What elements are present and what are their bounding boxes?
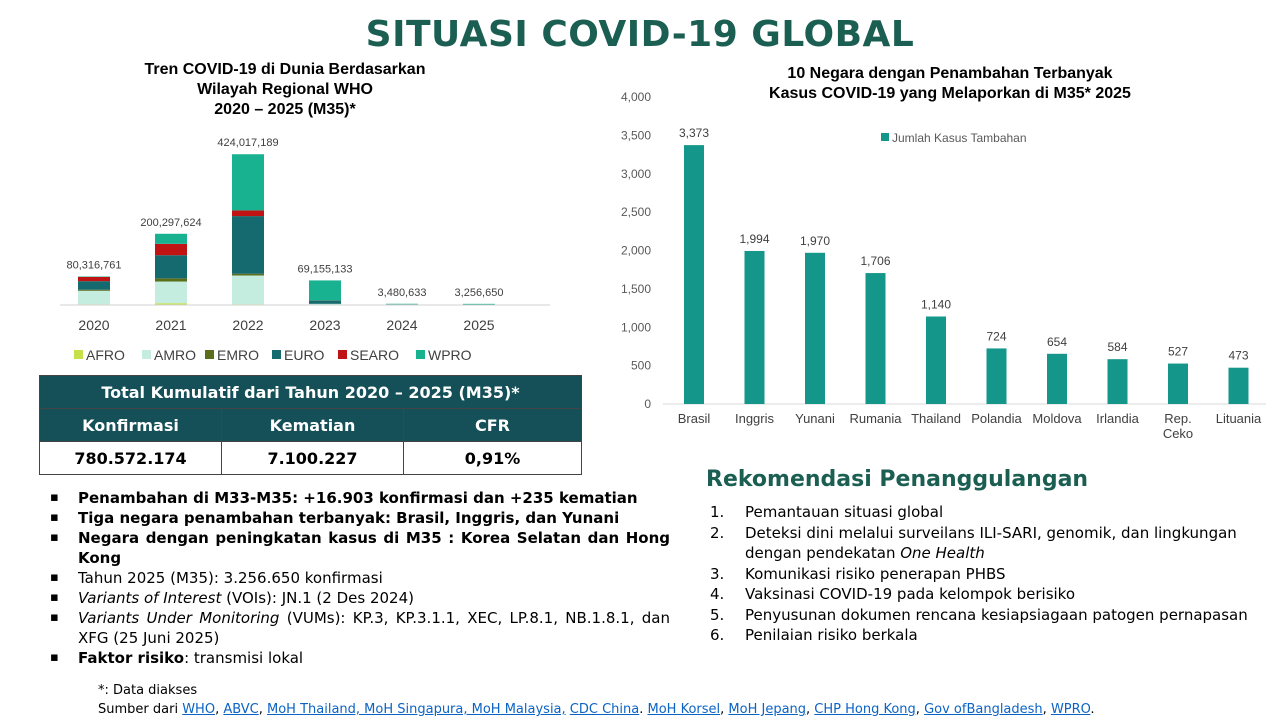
table-title: Total Kumulatif dari Tahun 2020 – 2025 (M35)* [40,376,582,409]
list-item: ▪ Negara dengan peningkatan kasus di M35 : Korea Selatan dan Hong Kong [48,528,670,568]
list-item: 3. Komunikasi risiko penerapan PHBS [710,564,1006,583]
source-link-chp-hongkong[interactable]: CHP Hong Kong [814,702,916,717]
bar-segment-searo [78,277,110,281]
legend-swatch [205,350,214,359]
bar [684,145,704,404]
bar-value-label: 584 [1107,340,1128,355]
bar-value-label: 1,994 [739,231,770,246]
x-tick-label: Rep. [1164,411,1192,426]
bar-segment-emro [78,290,110,291]
bar-total-label: 424,017,189 [217,137,279,150]
source-link-abvc[interactable]: ABVC [223,702,259,717]
y-tick-label: 1,500 [620,281,651,296]
bar-segment-wpro [155,234,187,244]
source-link-moh-asean[interactable]: MoH Thailand, MoH Singapura, MoH Malaysia, [267,702,566,717]
source-link-cdc-china[interactable]: CDC China [569,702,640,717]
source-link-gov-bangladesh[interactable]: Gov ofBangladesh [924,702,1043,717]
legend-label: EMRO [217,347,259,363]
x-tick-label: Brasil [677,411,711,426]
left-chart-title [60,60,510,120]
bar-total-label: 3,480,633 [377,286,427,299]
right-chart-title-line: 10 Negara dengan Penambahan Terbanyak [787,65,1113,82]
x-tick-label: Inggris [734,411,775,426]
y-tick-label: 3,500 [620,128,651,143]
bar [926,317,946,404]
right-chart-title-line: Kasus COVID-19 yang Melaporkan di M35* 2025 [769,85,1131,102]
legend-label: WPRO [428,347,472,363]
source-line: Sumber dari WHO, ABVC, MoH Thailand, MoH Singapura, MoH Malaysia, CDC China. MoH Korsel, MoH Jepang, CHP Hong Kong, Gov ofBangladesh, WPRO. [98,702,1095,717]
legend-label: Jumlah Kasus Tambahan [892,131,1027,145]
bar-value-label: 3,373 [678,126,710,141]
bar-segment-amro [232,275,264,304]
bar-segment-euro [232,216,264,274]
bar-segment-emro [232,274,264,276]
bar-value-label: 1,970 [799,233,831,248]
y-tick-label: 2,500 [620,205,651,220]
table-header-deaths: Kematian [222,409,404,442]
y-tick-label: 0 [644,397,651,411]
left-chart-title-line: Tren COVID-19 di Dunia Berdasarkan [144,61,426,78]
y-tick-label: 500 [630,358,651,373]
bar [1229,368,1249,404]
bar-total-label: 3,256,650 [454,286,504,299]
source-link-moh-korsel[interactable]: MoH Korsel [647,702,721,717]
legend-swatch [142,350,151,359]
y-tick-label: 1,000 [620,320,651,335]
bar-segment-amro [78,291,110,305]
bar-value-label: 473 [1228,348,1249,363]
table-header-cfr: CFR [404,409,582,442]
x-tick-label: 2023 [309,317,341,333]
x-tick-label: 2024 [386,317,418,333]
table-value-cfr: 0,91% [404,442,582,475]
legend-swatch [416,350,425,359]
x-tick-label: Irlandia [1096,411,1139,426]
bar-value-label: 1,140 [920,297,952,312]
source-link-who[interactable]: WHO [182,702,216,717]
y-tick-label: 4,000 [620,90,651,104]
bar [987,348,1007,404]
cumulative-summary-table [39,375,582,475]
list-item: ▪ Tiga negara penambahan terbanyak: Brasil, Inggris, dan Yunani [48,508,670,528]
x-tick-label: Yunani [795,411,835,426]
list-item: ▪ Variants Under Monitoring (VUMs): KP.3, KP.3.1.1, XEC, LP.8.1, NB.1.8.1, dan XFG (25 Juni 2025) [48,608,670,648]
page-title: SITUASI COVID-19 GLOBAL [365,14,915,55]
bar-total-label: 80,316,761 [66,259,122,272]
bar [1047,354,1067,404]
left-chart-title-line: 2020 – 2025 (M35)* [214,101,356,118]
x-tick-label: Lituania [1215,411,1262,426]
table-header-confirmed: Konfirmasi [40,409,222,442]
table-value-deaths: 7.100.227 [222,442,404,475]
legend-swatch [338,350,347,359]
list-item: 4. Vaksinasi COVID-19 pada kelompok berisiko [710,585,1076,603]
bar [745,251,765,404]
x-tick-label: Moldova [1032,411,1082,426]
bar [866,273,886,404]
list-item: 1. Pemantauan situasi global [710,503,944,521]
bar-value-label: 1,706 [860,254,891,269]
legend-label: AFRO [86,347,125,363]
legend-swatch [272,350,281,359]
legend-label: EURO [284,347,325,363]
list-item: 6. Penilaian risiko berkala [710,626,918,644]
x-tick-label: 2020 [78,317,110,333]
bar-segment-euro [309,301,341,304]
x-tick-label: Ceko [1162,426,1194,441]
list-item: ▪ Variants of Interest (VOIs): JN.1 (2 Des 2024) [48,588,670,608]
bar [1108,359,1128,404]
y-tick-label: 3,000 [620,166,651,181]
bar-total-label: 69,155,133 [297,263,353,276]
source-link-moh-jepang[interactable]: MoH Jepang [728,702,807,717]
list-item: 5. Penyusunan dokumen rencana kesiapsiagaan patogen pernapasan [710,605,1248,624]
list-item: ▪ Tahun 2025 (M35): 3.256.650 konfirmasi [48,568,670,588]
x-tick-label: Rumania [849,411,902,426]
bar-value-label: 527 [1167,344,1189,359]
recommendations-list [706,502,1258,646]
bar-segment-euro [155,255,187,278]
table-value-confirmed: 780.572.174 [40,442,222,475]
bar-segment-searo [232,210,264,216]
x-tick-label: 2021 [155,317,187,333]
x-tick-label: Polandia [971,411,1022,426]
bar-value-label: 654 [1046,334,1068,349]
bar-segment-wpro [463,304,495,305]
bar-value-label: 724 [986,329,1007,344]
regional-trend-chart [40,135,580,370]
bar [1168,364,1188,404]
top-countries-chart [600,85,1280,455]
bar-segment-searo [155,244,187,255]
legend-swatch [881,133,889,141]
bar-segment-wpro [309,280,341,300]
legend-swatch [74,350,83,359]
list-item: 2. Deteksi dini melalui surveilans ILI-SARI, genomik, dan lingkungan dengan pendekatan One Health [710,523,1237,562]
bar-total-label: 200,297,624 [140,216,202,229]
legend-label: SEARO [350,347,400,363]
source-link-wpro[interactable]: WPRO [1050,702,1091,717]
x-tick-label: Thailand [911,411,961,426]
source-note [98,681,1095,719]
list-item: ▪ Faktor risiko: transmisi lokal [48,648,670,668]
bar-segment-emro [155,278,187,281]
bar-segment-amro [155,282,187,304]
y-tick-label: 2,000 [620,243,651,258]
bar-segment-wpro [232,154,264,210]
left-chart-title-line: Wilayah Regional WHO [197,81,373,98]
x-tick-label: 2022 [232,317,264,333]
list-item: ▪ Penambahan di M33-M35: +16.903 konfirmasi dan +235 kematian [48,488,670,508]
x-tick-label: 2025 [463,317,495,333]
bar [805,253,825,404]
bar-segment-euro [78,281,110,290]
legend-label: AMRO [154,347,196,363]
key-points-list [48,488,670,668]
recommendations-title: Rekomendasi Penanggulangan [706,467,1089,492]
data-access-note: *: Data diakses [98,683,198,698]
